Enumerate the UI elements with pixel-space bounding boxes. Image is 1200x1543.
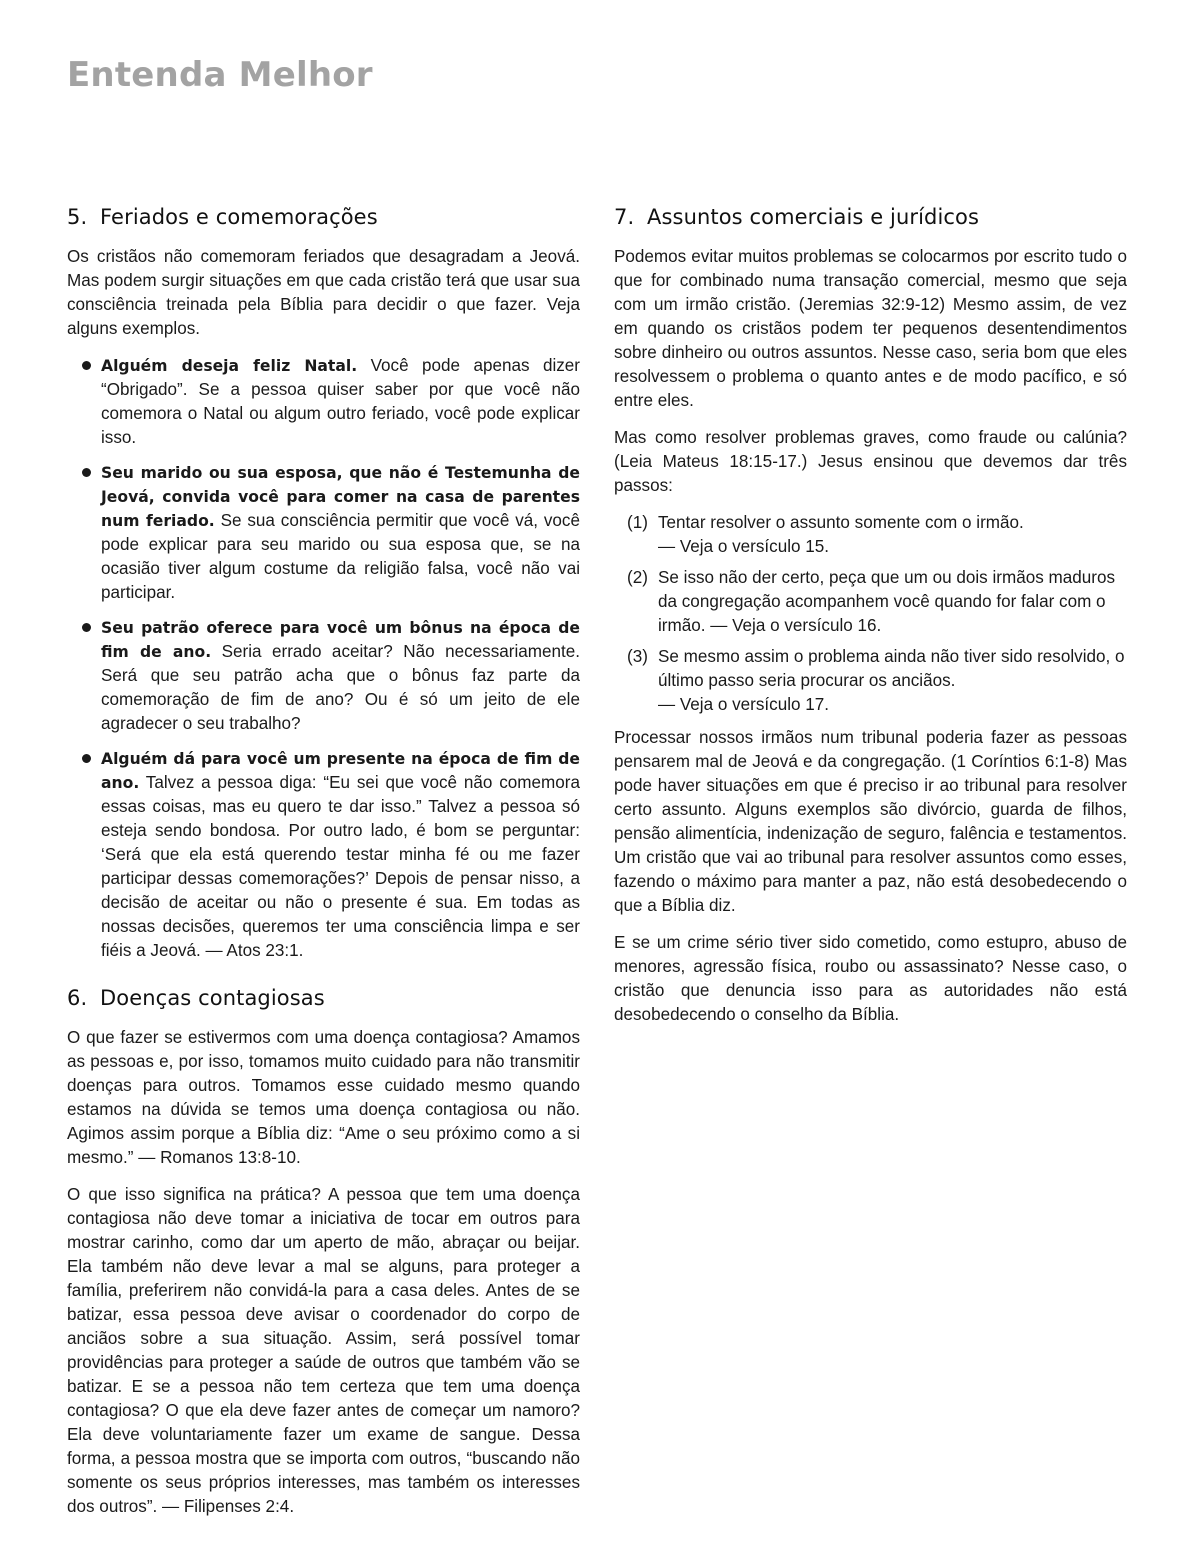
step-item: [614, 511, 1127, 559]
section-number: 6.: [67, 986, 88, 1010]
section-heading: [67, 986, 580, 1010]
paragraph: Mas como resolver problemas graves, como fraude ou calúnia? (Leia Mateus 18:15-17.) Jesus ensinou que devemos dar três passos:: [614, 428, 1127, 495]
section-title: Doenças contagiosas: [100, 986, 325, 1010]
page-title: Entenda Melhor: [67, 55, 373, 95]
paragraph: Processar nossos irmãos num tribunal poderia fazer as pessoas pensarem mal de Jeová e da congregação. (1 Coríntios 6:1-8) Mas pode haver situações em que é preciso ir ao tribunal para resolver certo assunto. Alguns exemplos são divórcio, guarda de filhos, pensão alimentícia, indenização de seguro, falência e testamentos. Um cristão que vai ao tribunal para resolver assuntos como esses, fazendo o máximo para manter a paz, não está desobedecendo o que a Bíblia diz.: [614, 728, 1127, 915]
step-reference: — Veja o versículo 17.: [658, 695, 830, 714]
paragraph: Podemos evitar muitos problemas se colocarmos por escrito tudo o que for combinado numa transação comercial, mesmo que seja com um irmão cristão. (Jeremias 32:9-12) Mesmo assim, de vez em quando os cristãos podem ter pequenos desentendimentos sobre dinheiro ou outros assuntos. Nesse caso, seria bom que eles resolvessem o problema o quanto antes e de modo pacífico, e só entre eles.: [614, 247, 1127, 410]
bullet-text: Seria errado aceitar? Não necessariamente. Será que seu patrão acha que o bônus faz parte da comemoração de fim de ano? Ou é só um jeito de ele agradecer o seu trabalho?: [101, 642, 581, 733]
step-item: [614, 566, 1127, 638]
bullet-list: [67, 354, 580, 963]
section-heading: [614, 205, 1127, 229]
left-column: [67, 205, 580, 1532]
step-text: Se mesmo assim o problema ainda não tiver sido resolvido, o último passo seria procurar os anciãos.: [658, 647, 1125, 690]
section-number: 7.: [614, 205, 635, 229]
bullet-icon: [82, 754, 91, 763]
step-item: [614, 645, 1127, 717]
section-number: 5.: [67, 205, 88, 229]
bullet-text: Talvez a pessoa diga: “Eu sei que você não comemora essas coisas, mas eu quero te dar isso.” Talvez a pessoa só esteja sendo bondosa. Por outro lado, é bom se perguntar: ‘Será que ela está querendo testar minha fé ou me fazer participar dessas comemorações?’ Depois de pensar nisso, a decisão de aceitar ou não o presente é sua. Em todas as nossas decisões, queremos ter uma consciência limpa e ser fiéis a Jeová. — Atos 23:1.: [101, 773, 580, 960]
steps-list: [614, 511, 1127, 717]
step-number: (1): [627, 513, 648, 532]
bullet-lead: Alguém dá para você um presente na época de fim de ano.: [101, 750, 580, 792]
bullet-text: Você pode apenas dizer “Obrigado”. Se a pessoa quiser saber por que você não comemora o Natal ou algum outro feriado, você pode explicar isso.: [101, 356, 580, 447]
paragraph: E se um crime sério tiver sido cometido, como estupro, abuso de menores, agressão física, roubo ou assassinato? Nesse caso, o cristão que denuncia isso para as autoridades não está desobedecendo o conselho da Bíblia.: [614, 933, 1127, 1024]
section-title: Feriados e comemorações: [100, 205, 378, 229]
bullet-icon: [82, 468, 91, 477]
bullet-icon: [82, 623, 91, 632]
step-reference: — Veja o versículo 16.: [710, 616, 882, 635]
step-number: (3): [627, 647, 648, 666]
bullet-item: [67, 747, 580, 963]
step-text: Tentar resolver o assunto somente com o irmão.: [658, 513, 1024, 532]
bullet-lead: Seu marido ou sua esposa, que não é Testemunha de Jeová, convida você para comer na casa de parentes num feriado.: [101, 464, 580, 530]
bullet-item: [67, 616, 580, 736]
bullet-item: [67, 354, 580, 450]
paragraph: O que isso significa na prática? A pessoa que tem uma doença contagiosa não deve tomar a iniciativa de tocar em outros para mostrar carinho, como dar um aperto de mão, abraçar ou beijar. Ela também não deve levar a mal se alguns, para proteger a família, preferirem não convidá-la para a casa deles. Antes de se batizar, essa pessoa deve avisar o coordenador do corpo de anciãos sobre a sua situação. Assim, será possível tomar providências para proteger a saúde de outros que também vão se batizar. E se a pessoa não tem certeza que tem uma doença contagiosa? O que ela deve fazer antes de começar um namoro? Ela deve voluntariamente fazer um exame de sangue. Dessa forma, a pessoa mostra que se importa com outros, “buscando não somente os seus próprios interesses, mas também os interesses dos outros”. — Filipenses 2:4.: [67, 1185, 580, 1516]
bullet-lead: Alguém deseja feliz Natal.: [101, 357, 358, 375]
paragraph: O que fazer se estivermos com uma doença contagiosa? Amamos as pessoas e, por isso, tomamos muito cuidado para não transmitir doenças para outros. Tomamos esse cuidado mesmo quando estamos na dúvida se temos uma doença contagiosa ou não. Agimos assim porque a Bíblia diz: “Ame o seu próximo como a si mesmo.” — Romanos 13:8-10.: [67, 1028, 580, 1167]
step-reference: — Veja o versículo 15.: [658, 537, 830, 556]
bullet-text: Se sua consciência permitir que você vá, você pode explicar para seu marido ou sua esposa que, se na ocasião tiver algum costume da religião falsa, você não vai participar.: [101, 511, 580, 602]
section-heading: [67, 205, 580, 229]
step-number: (2): [627, 568, 648, 587]
section-contagious-diseases: [67, 986, 580, 1519]
section-business-legal: [614, 205, 1127, 1027]
section-title: Assuntos comerciais e jurídicos: [647, 205, 980, 229]
section-holidays: [67, 205, 580, 963]
bullet-item: [67, 461, 580, 605]
step-text: Se isso não der certo, peça que um ou dois irmãos maduros da congregação acompanhem você quando for falar com o irmão.: [658, 568, 1116, 635]
paragraph: Os cristãos não comemoram feriados que desagradam a Jeová. Mas podem surgir situações em que cada cristão terá que usar sua consciência treinada pela Bíblia para decidir o que fazer. Veja alguns exemplos.: [67, 247, 580, 338]
bullet-lead: Seu patrão oferece para você um bônus na época de fim de ano.: [101, 619, 580, 661]
bullet-icon: [82, 361, 91, 370]
right-column: [614, 205, 1127, 1040]
